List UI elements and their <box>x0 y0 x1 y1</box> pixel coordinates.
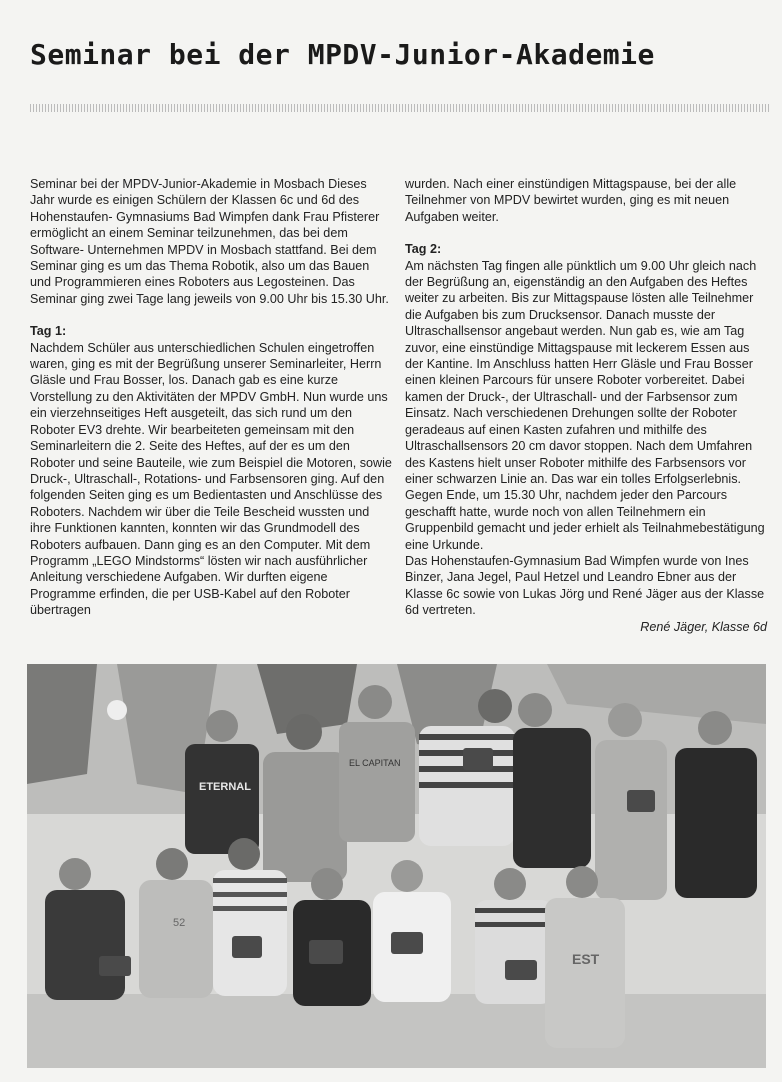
article-title: Seminar bei der MPDV-Junior-Akademie <box>30 38 655 71</box>
day1-paragraph: Nachdem Schüler aus unterschiedlichen Schulen eingetroffen waren, ging es mit der Begrüßung unserer Seminarleiter, Herrn Gläsle und Frau Bosser, los. Danach gab es eine kurze Vorstellung zu den Aktivitäten der MPDV GmbH. Nun wurde uns ein vierzehnseitiges Heft ausgeteilt, das sich rund um den Roboter EV3 drehte. Wir bearbeiteten gemeinsam mit den Seminarleitern die 2. Seite des Heftes, auf der es um den Roboter und seine Bauteile, wie zum Beispiel die Motoren, sowie Druck-, Ultraschall-, Rotations- und Farbsensoren ging. Auf den folgenden Seiten ging es um Bedientasten und Anschlüsse des Roboters. Nachdem wir über die Teile Bescheid wussten und ihre Funktionen kannten, konnten wir das Grundmodell des Roboters aufbauen. Dann ging es an den Computer. Mit dem Programm „LEGO Mindstorms“ lösten wir nach ausführlicher Anleitung verschiedene Aufgaben. Wir durften eigene Programme erfinden, die per USB-Kabel auf den Roboter übertragen <box>30 340 392 618</box>
title-divider <box>30 104 770 112</box>
shirt-text-eternal: ETERNAL <box>199 781 251 793</box>
day2-paragraph: Am nächsten Tag fingen alle pünktlich um 9.00 Uhr gleich nach der Begrüßung an, eigenständig an den Aufgaben des Heftes weiter zu arbeiten. Bis zur Mittagspause lösten alle Teilnehmer die Aufgaben bis zum Drucksensor. Danach musste der Ultraschallsensor angebaut werden. Nun gab es, wie am Tag zuvor, eine einstündige Mittagspause mit leckerem Essen aus der Kantine. Im Anschluss hatten Herr Gläsle und Frau Bosser einen kleinen Parcours für unsere Roboter vorbereitet. Dabei kamen der Druck-, der Ultraschall- und der Farbsensor zum Einsatz. Nach verschiedenen Drehungen sollte der Roboter geradeaus auf einen Kasten zufahren und mithilfe des Ultraschallsensors 20 cm davor stoppen. Nach dem Umfahren des Kastens hielt unser Roboter mithilfe des Farbsensors vor einer schwarzen Linie an. Das war ein tolles Erfolgserlebnis. Gegen Ende, um 15.30 Uhr, nachdem jeder den Parcours geschafft hatte, wurde noch von allen Teilnehmern ein Gruppenbild gemacht und jeder erhielt als Teilnahmebestätigung eine Urkunde. <box>405 258 765 552</box>
right-column <box>405 176 767 635</box>
day1-continuation: wurden. Nach einer einstündigen Mittagspause, bei der alle Teilnehmer von MPDV bewirtet wurden, ging es mit neuen Aufgaben weiter. <box>405 177 737 224</box>
group-photo-illustration <box>27 664 766 1068</box>
closing-paragraph: Das Hohenstaufen-Gymnasium Bad Wimpfen wurde von Ines Binzer, Jana Jegel, Paul Hetzel und Leandro Ebner aus der Klasse 6c sowie von Lukas Jörg und René Jäger aus der Klasse 6d vertreten. <box>405 553 765 618</box>
day2-heading: Tag 2: <box>405 242 442 257</box>
intro-paragraph: Seminar bei der MPDV-Junior-Akademie in Mosbach Dieses Jahr wurde es einigen Schülern der Klassen 6c und 6d des Hohenstaufen- Gymnasiums Bad Wimpfen dank Frau Pfisterer ermöglicht an einem Seminar teilzunehmen, das bei dem Software- Unternehmen MPDV in Mosbach stattfand. Bei dem Seminar ging es um das Thema Robotik, also um das Bauen und Programmieren eines Roboters aus Legosteinen. Das Seminar ging zwei Tage lang jeweils von 9.00 Uhr bis 15.30 Uhr. <box>30 177 389 306</box>
shirt-text-52: 52 <box>173 917 186 929</box>
author-credit: René Jäger, Klasse 6d <box>640 619 767 634</box>
left-column <box>30 176 392 619</box>
group-photo <box>27 664 766 1068</box>
shirt-text-el-capitan: EL CAPITAN <box>349 758 401 768</box>
shirt-text-est: EST <box>572 951 600 967</box>
day1-heading: Tag 1: <box>30 324 67 339</box>
